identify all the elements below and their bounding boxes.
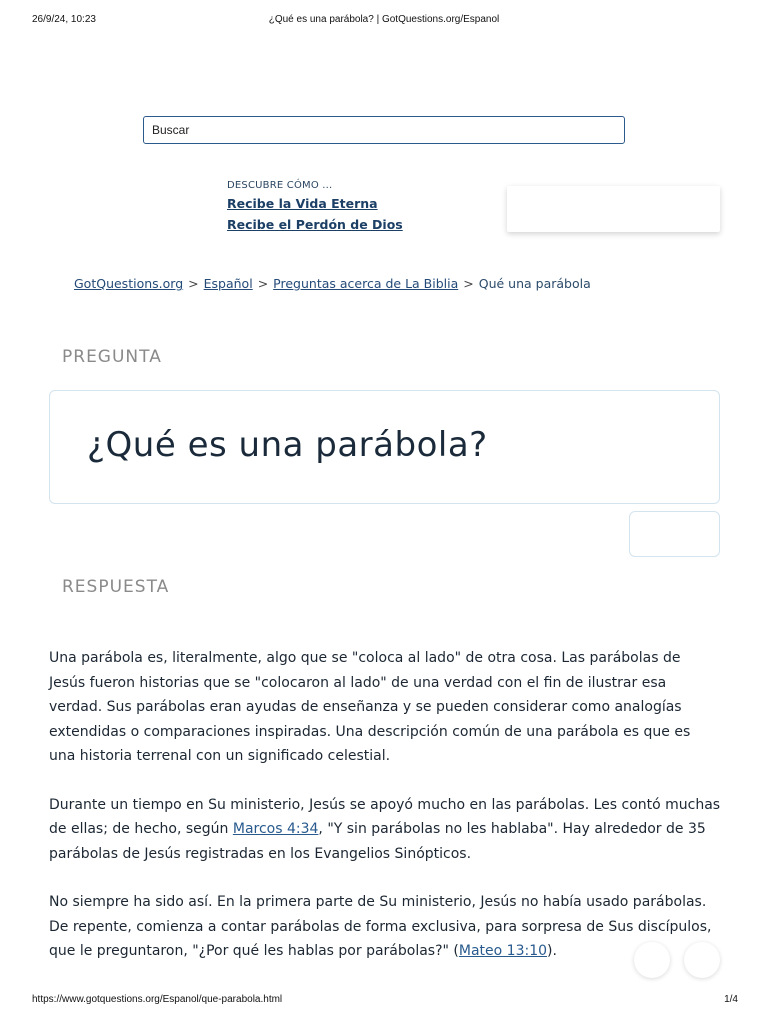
answer-label: RESPUESTA [62,577,170,597]
answer-body [49,646,721,988]
breadcrumb [74,276,591,291]
share-box [629,511,720,557]
breadcrumb-bible-questions[interactable]: Preguntas acerca de La Biblia [273,276,459,291]
answer-paragraph-3 [49,890,721,964]
print-datetime: 26/9/24, 10:23 [32,14,96,25]
breadcrumb-espanol[interactable]: Español [203,276,253,291]
page-title: ¿Qué es una parábola? [87,425,488,465]
paragraph-text: , "Y sin parábolas no les hablaba". Hay alrededor de 35 parábolas de Jesús registradas en los Evangelios Sinópticos. [49,821,706,862]
breadcrumb-separator: > [257,276,269,291]
paragraph-text: ). [547,943,557,959]
scripture-link-mateo[interactable]: Mateo 13:10 [458,943,548,959]
print-url: https://www.gotquestions.org/Espanol/que-parabola.html [32,994,283,1005]
breadcrumb-current: Qué una parábola [478,276,591,291]
breadcrumb-separator: > [463,276,474,291]
search-input[interactable]: Buscar [143,116,625,144]
breadcrumb-home[interactable]: GotQuestions.org [74,276,184,291]
print-page-title: ¿Qué es una parábola? | GotQuestions.org/Espanol [268,14,500,25]
print-page-number: 1/4 [724,994,738,1005]
ad-placeholder [507,186,720,232]
question-card [49,390,720,504]
paragraph-text: No siempre ha sido así. En la primera parte de Su ministerio, Jesús no había usado parábolas. De repente, comienza a contar parábolas de forma exclusiva, para sorpresa de Sus discípulos, que le preguntaron, "¿Por qué les hablas por parábolas?" ( [49,894,712,959]
scripture-link-marcos[interactable]: Marcos 4:34 [232,821,319,837]
breadcrumb-separator: > [188,276,199,291]
discover-section [227,180,403,238]
floating-button-left[interactable] [634,942,670,978]
floating-button-right[interactable] [684,942,720,978]
answer-paragraph-2 [49,793,721,867]
paragraph-text: Durante un tiempo en Su ministerio, Jesús se apoyó mucho en las parábolas. Les contó muchas de ellas; de hecho, según [49,796,721,837]
discover-label: DESCUBRE CÓMO ... [227,180,333,191]
link-eternal-life[interactable]: Recibe la Vida Eterna [227,196,378,211]
answer-paragraph-1: Una parábola es, literalmente, algo que se "coloca al lado" de otra cosa. Las parábolas de Jesús fueron historias que se "colocaron al lado" de una verdad con el fin de ilustrar esa verdad. Sus parábolas eran ayudas de enseñanza y se pueden considerar como analogías extendidas o comparaciones inspiradas. Una descripción común de una parábola es que es una historia terrenal con un significado celestial. [49,650,691,764]
link-forgiveness[interactable]: Recibe el Perdón de Dios [227,217,403,232]
question-label: PREGUNTA [62,347,162,367]
